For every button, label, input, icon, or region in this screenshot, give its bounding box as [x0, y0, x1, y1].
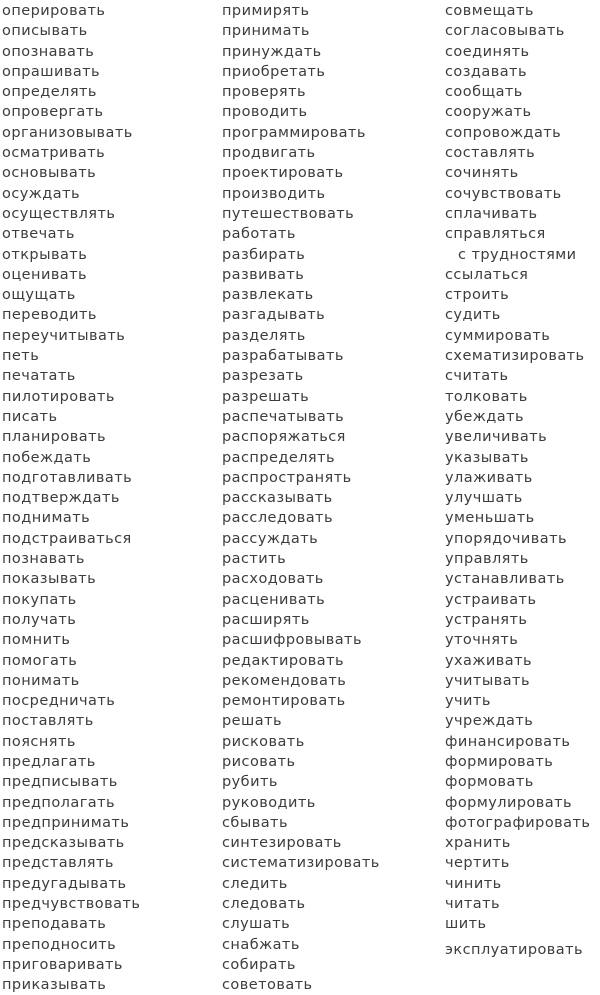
list-item: проводить [222, 104, 308, 121]
list-item: поставлять [2, 713, 94, 730]
list-item: учреждать [445, 713, 534, 730]
list-item: пилотировать [2, 388, 115, 405]
verb-column-3 [445, 0, 600, 995]
list-item: рассуждать [222, 530, 319, 547]
list-item: распечатывать [222, 408, 345, 425]
list-item: представлять [2, 855, 114, 872]
list-item: оперировать [2, 3, 106, 19]
list-item: рисовать [222, 753, 296, 770]
list-item: определять [2, 84, 97, 101]
list-item: проверять [222, 84, 306, 101]
list-item: рекомендовать [222, 672, 347, 689]
list-item: предпринимать [2, 814, 130, 831]
list-item: решать [222, 713, 282, 730]
list-item: приобретать [222, 63, 326, 80]
list-item: подтверждать [2, 490, 120, 507]
list-item: управлять [445, 551, 529, 568]
list-item: преподавать [2, 916, 107, 933]
list-item: судить [445, 307, 501, 324]
list-item: толковать [445, 388, 528, 405]
verb-column-1 [0, 0, 222, 995]
list-item: познавать [2, 551, 85, 568]
list-item: расценивать [222, 591, 326, 608]
list-item: формовать [445, 774, 534, 791]
list-item: переводить [2, 307, 97, 324]
list-item: учитывать [445, 672, 530, 689]
list-item: чинить [445, 875, 502, 892]
list-item: справляться [445, 226, 546, 243]
list-item: советовать [222, 977, 313, 994]
list-item: считать [445, 368, 509, 385]
list-item: совмещать [445, 3, 534, 19]
list-item: разбирать [222, 246, 306, 263]
list-item: поднимать [2, 510, 91, 527]
list-item: предсказывать [2, 835, 125, 852]
list-item: с трудностями [458, 246, 577, 263]
list-item: сообщать [445, 84, 523, 101]
list-item: сочувствовать [445, 185, 562, 202]
list-item: открывать [2, 246, 88, 263]
list-item: улаживать [445, 469, 533, 486]
list-item: сопровождать [445, 124, 562, 141]
list-item: работать [222, 226, 296, 243]
list-item: опровергать [2, 104, 104, 121]
list-item: предлагать [2, 753, 96, 770]
list-item: пояснять [2, 733, 76, 750]
list-item: помнить [2, 632, 71, 649]
list-item: систематизировать [222, 855, 380, 872]
list-item: рубить [222, 774, 278, 791]
list-item: писать [2, 408, 58, 425]
list-item: разрешать [222, 388, 310, 405]
list-item: составлять [445, 145, 536, 162]
list-item: читать [445, 896, 501, 913]
list-item: расследовать [222, 510, 333, 527]
list-item: предугадывать [2, 875, 127, 892]
list-item: опрашивать [2, 63, 101, 80]
list-item: ссылаться [445, 266, 529, 283]
list-item: основывать [2, 165, 97, 182]
list-item: сооружать [445, 104, 532, 121]
list-item: разделять [222, 327, 306, 344]
list-item: побеждать [2, 449, 92, 466]
list-item: примирять [222, 3, 310, 19]
list-item: слушать [222, 916, 291, 933]
list-item: проектировать [222, 165, 344, 182]
list-item: ремонтировать [222, 693, 346, 710]
list-item: отвечать [2, 226, 75, 243]
list-item: финансировать [445, 733, 571, 750]
list-item: увеличивать [445, 429, 548, 446]
list-item: хранить [445, 835, 511, 852]
list-item: распоряжаться [222, 429, 346, 446]
list-item: преподносить [2, 936, 117, 953]
list-item: осуждать [2, 185, 80, 202]
list-item: снабжать [222, 936, 300, 953]
list-item: согласовывать [445, 23, 565, 40]
list-item: разрезать [222, 368, 304, 385]
list-item: уточнять [445, 632, 519, 649]
list-item: продвигать [222, 145, 316, 162]
list-item: формулировать [445, 794, 573, 811]
list-item: приговаривать [2, 956, 123, 973]
list-item: руководить [222, 794, 316, 811]
list-item: переучитывать [2, 327, 126, 344]
list-item: следовать [222, 896, 306, 913]
list-item: предчувствовать [2, 896, 141, 913]
list-item: растить [222, 551, 287, 568]
list-item: сочинять [445, 165, 519, 182]
list-item: осуществлять [2, 205, 116, 222]
list-item: распространять [222, 469, 352, 486]
list-item: упорядочивать [445, 530, 568, 547]
list-item: создавать [445, 63, 527, 80]
list-item: понимать [2, 672, 80, 689]
list-item: планировать [2, 429, 106, 446]
list-item: опознавать [2, 43, 95, 60]
list-item: предписывать [2, 774, 118, 791]
list-item: схематизировать [445, 348, 585, 365]
list-item: устраивать [445, 591, 537, 608]
list-item: фотографировать [445, 814, 591, 831]
list-item: показывать [2, 571, 97, 588]
list-item: строить [445, 287, 510, 304]
list-item: предполагать [2, 794, 116, 811]
list-item: формировать [445, 753, 554, 770]
list-item: собирать [222, 956, 296, 973]
list-item: разгадывать [222, 307, 326, 324]
list-item: устранять [445, 611, 528, 628]
list-item: описывать [2, 23, 88, 40]
list-item: принимать [222, 23, 310, 40]
list-item: посредничать [2, 693, 116, 710]
list-item: синтезировать [222, 835, 342, 852]
list-item: разрабатывать [222, 348, 344, 365]
list-item: развивать [222, 266, 305, 283]
list-item: распределять [222, 449, 335, 466]
list-item: уменьшать [445, 510, 535, 527]
list-item: покупать [2, 591, 77, 608]
list-item: шить [445, 916, 487, 933]
list-item: путешествовать [222, 205, 355, 222]
list-item: расходовать [222, 571, 324, 588]
list-item: получать [2, 611, 77, 628]
list-item: рассказывать [222, 490, 333, 507]
list-item: суммировать [445, 327, 551, 344]
list-item: организовывать [2, 124, 133, 141]
list-item: осматривать [2, 145, 106, 162]
list-item: ухаживать [445, 652, 533, 669]
verb-column-2 [222, 0, 445, 995]
list-item: приказывать [2, 977, 107, 994]
list-item: программировать [222, 124, 366, 141]
list-item: учить [445, 693, 491, 710]
list-item: производить [222, 185, 326, 202]
list-item: редактировать [222, 652, 345, 669]
list-item: сбывать [222, 814, 288, 831]
list-item: эксплуатировать [445, 941, 584, 958]
list-item: устанавливать [445, 571, 565, 588]
list-item: убеждать [445, 408, 525, 425]
list-item: печатать [2, 368, 76, 385]
list-item: чертить [445, 855, 510, 872]
list-item: соединять [445, 43, 530, 60]
list-item: расшифровывать [222, 632, 362, 649]
list-item: подготавливать [2, 469, 133, 486]
list-item: улучшать [445, 490, 523, 507]
list-item: петь [2, 348, 40, 365]
list-item: расширять [222, 611, 310, 628]
list-item: оценивать [2, 266, 88, 283]
list-item: следить [222, 875, 288, 892]
list-item: ощущать [2, 287, 76, 304]
list-item: принуждать [222, 43, 322, 60]
list-item: сплачивать [445, 205, 538, 222]
list-item: развлекать [222, 287, 314, 304]
list-item: рисковать [222, 733, 305, 750]
list-item: подстраиваться [2, 530, 132, 547]
list-item: указывать [445, 449, 529, 466]
list-item: помогать [2, 652, 78, 669]
